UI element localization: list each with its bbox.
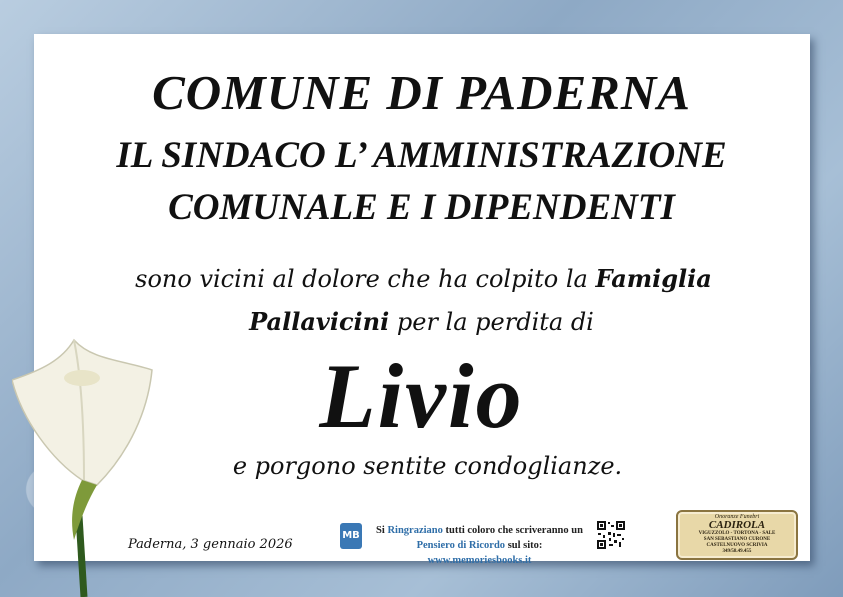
subheading-line-1: IL SINDACO L’ AMMINISTRAZIONE <box>116 135 727 176</box>
agency-phone: 349/58.49.455 <box>722 549 752 554</box>
message-text: sono vicini al dolore che ha colpito la <box>135 265 596 293</box>
message-line-1 <box>2 264 843 293</box>
qr-code-icon[interactable] <box>596 520 626 550</box>
memoriesbooks-text <box>367 523 592 568</box>
mb-text-a: Si <box>376 525 388 536</box>
family-word: Famiglia <box>595 264 712 293</box>
memoriesbooks-logo: MB <box>340 523 362 549</box>
deceased-name: Livio <box>319 345 524 447</box>
place-date: Paderna, 3 gennaio 2026 <box>128 537 293 552</box>
agency-line-1: VIGUZZOLO - TORTONA - SALE <box>698 531 776 536</box>
mb-text-e: sul sito: <box>505 540 543 551</box>
memoriesbooks-link[interactable]: www.memoriesbooks.it <box>427 555 532 566</box>
mb-text-b: Ringraziano <box>387 525 443 536</box>
heading: COMUNE DI PADERNA <box>152 65 691 120</box>
agency-line-3: CASTELNUOVO SCRIVIA <box>706 543 768 548</box>
family-name: Pallavicini <box>249 307 390 336</box>
agency-name: CADIROLA <box>708 519 766 531</box>
agency-line-2: SAN SEBASTIANO CURONE <box>703 537 771 542</box>
message-text-2: per la perdita di <box>389 308 594 336</box>
agency-small: Onoranze Funebri <box>714 514 760 520</box>
subheading-line-2: COMUNALE E I DIPENDENTI <box>168 187 675 228</box>
funeral-agency-badge <box>676 510 798 560</box>
mb-text-d: Pensiero di Ricordo <box>416 540 506 551</box>
closing-line: e porgono sentite condoglianze. <box>232 452 623 480</box>
message-line-2 <box>0 307 843 336</box>
mb-text-c: tutti coloro che scriveranno un <box>442 525 583 536</box>
